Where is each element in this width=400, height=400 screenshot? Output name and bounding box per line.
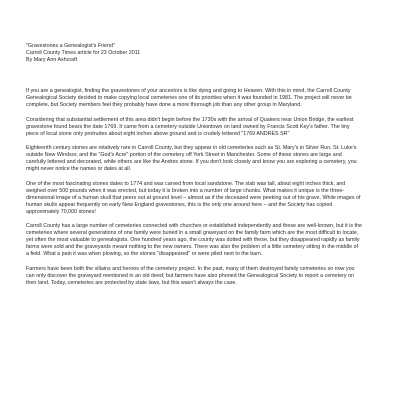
paragraph-4: One of the most fascinating stones dates to 1774 and was carved from local sandstone. The slab was tall, about eight inches thick, and weighed over 500 pounds when it was erected, but today it is broken into a number of large chunks. What makes it unique is the three-dimensional image of a human skull that peers out at ground level – almost as if the deceased were peeking out of his grave. While images of human skulls appear frequently on early New England gravestones, this is the only one around here – and the Society has copied approximately 70,000 stones! <box>26 180 361 215</box>
header-spacer <box>26 64 362 88</box>
paragraph-spacer <box>26 259 362 266</box>
paragraph-2: Considering that substantial settlement of this area didn't begin before the 1730s with the arrival of Quakers near Union Bridge, the earliest gravestone found bears the date 1769. It came from a cemetery outside Uniontown on land owned by Francis Scott Key's father. The tiny piece of local stone only protrudes about eight inches above ground and is crudely lettered "1769 ANDRES SR" <box>26 116 354 137</box>
article-byline: By Mary Ann Ashcraft <box>26 57 78 64</box>
paragraph-1: If you are a genealogist, finding the gravestones of your ancestors is like dying and going to Heaven. With this in mind, the Carroll County Genealogical Society decided to make copying local cemeteries one of its priorities when it was founded in 1981. The project will never be complete, but Society members feel they probably have done a more thorough job than any other group in Maryland. <box>26 88 352 109</box>
article-title: "Gravestones a Genealogist's Friend" <box>26 43 115 49</box>
paragraph-3: Eighteenth century stones are relatively rare in Carroll County, but they appear in old cemeteries such as St. Mary's in Silver Run, St. Luke's outside New Windsor, and the "God's Acre" portion of the cemetery off York Street in Manchester. Some of these stones are large and carefully lettered and decorated, while others are like the Andres stone. If you don't look closely and know you are exploring a cemetery, you might never notice the names or dates at all. <box>26 145 357 173</box>
paragraph-spacer <box>26 138 362 145</box>
paragraph-6: Farmers have been both the villains and heroes of the cemetery project. In the past, many of them destroyed family cemeteries so now you can only discover the graveyard mentioned in an old deed; but farmers have also phoned the Genealogical Society to report a cemetery on their land. Today, cemeteries are protected by state laws, but this wasn't always the case. <box>26 265 355 286</box>
paragraph-spacer <box>26 110 362 117</box>
paragraph-spacer <box>26 173 362 180</box>
article-source: Carroll County Times article for 23 October 2011 <box>26 50 141 57</box>
paragraph-5: Carroll County has a large number of cemeteries connected with churches or established independently and these are well-known, but it is the cemeteries where several generations of one family were buried in a small graveyard on the family farm which are the most difficult to locate, yet often the most valuable to genealogists. One hundred years ago, the county was dotted with these, but they disappeared rapidly as family farms were sold and the graveyards meant nothing to the new owners. There was also the problem of a little cemetery sitting in the middle of a field. What a pain it was when plowing, so the stones "disappeared" or were piled next to the barn. <box>26 223 362 258</box>
article-body <box>26 43 362 287</box>
paragraph-spacer <box>26 216 362 223</box>
